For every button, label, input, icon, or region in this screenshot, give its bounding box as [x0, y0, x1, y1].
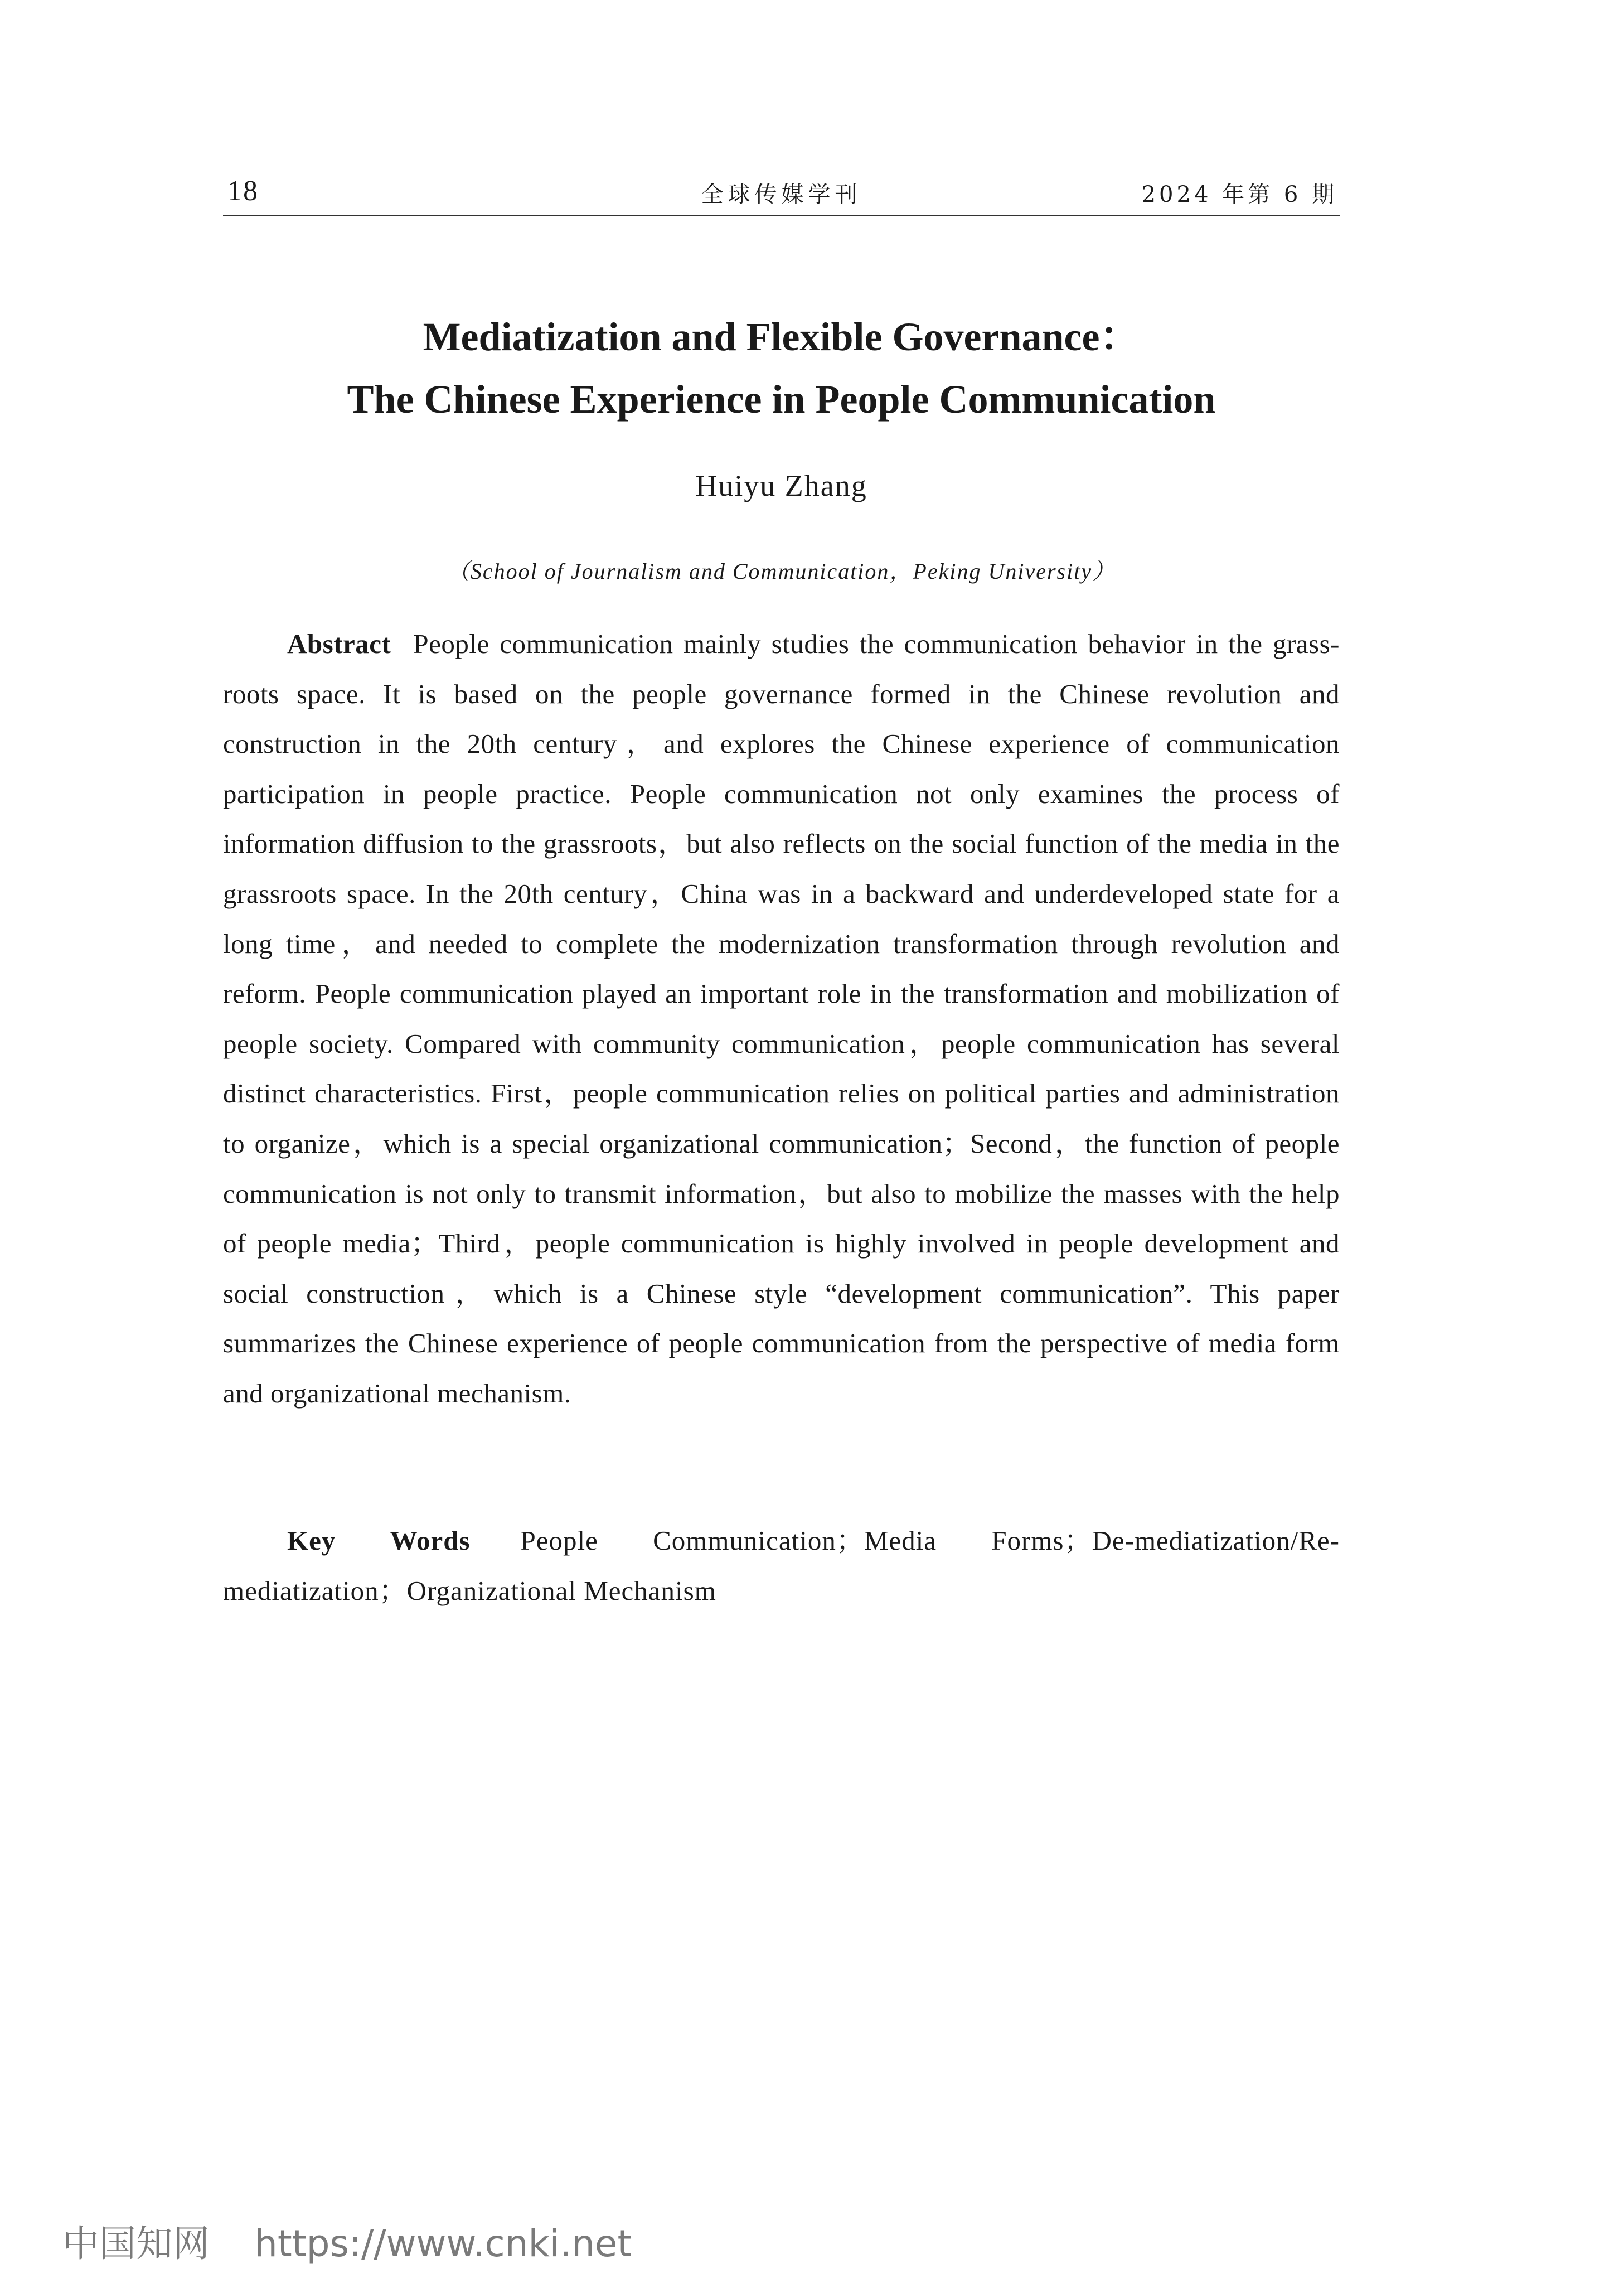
journal-name: 全球传媒学刊 — [701, 182, 862, 207]
abstract-text: People communication mainly studies the communication behavior in the grass-roots space. It is based on the people governance formed in the Chinese revolution and construction in the 20th century，and explores the Chinese experience of communication participation in people practice. People communication not only examines the process of information diffusion to the grassroots，but also reflects on the social function of the media in the grassroots space. In the 20th century，China was in a backward and underdeveloped state for a long time，and needed to complete the modernization transformation through revolution and reform. People communication played an important role in the transformation and mobilization of people society. Compared with community communication，people communication has several distinct characteristics. First，people communication relies on political parties and administration to organize，which is a special organizational communication；Second，the function of people communication is not only to transmit information，but also to mobilize the masses with the help of people media；Third，people communication is highly involved in people development and social construction，which is a Chinese style “development communication”. This paper summarizes the Chinese experience of people communication from the perspective of media form and organizational mechanism. — [223, 628, 1340, 1409]
cnki-watermark — [62, 2214, 632, 2267]
keywords-paragraph — [223, 1516, 1340, 1615]
keywords-text: People Communication；Media Forms；De-mediatization/Re-mediatization；Organizational Mechanism — [223, 1525, 1340, 1606]
watermark-name: 中国知网 — [62, 2222, 210, 2265]
abstract-paragraph — [223, 619, 1340, 1419]
author-name: Huiyu Zhang — [695, 469, 867, 502]
watermark-url: https://www.cnki.net — [254, 2222, 632, 2265]
title-line-2: The Chinese Experience in People Communication — [347, 377, 1216, 422]
issue-label: 2024 年第 6 期 — [1141, 182, 1337, 207]
keywords-label: Key Words — [287, 1525, 471, 1556]
author-affiliation: （School of Journalism and Communication，Peking University） — [447, 559, 1116, 584]
page-number: 18 — [227, 175, 259, 207]
running-header — [223, 170, 1340, 216]
paper-title — [223, 306, 1340, 431]
title-line-1: Mediatization and Flexible Governance： — [423, 315, 1140, 359]
abstract-label: Abstract — [287, 628, 391, 659]
